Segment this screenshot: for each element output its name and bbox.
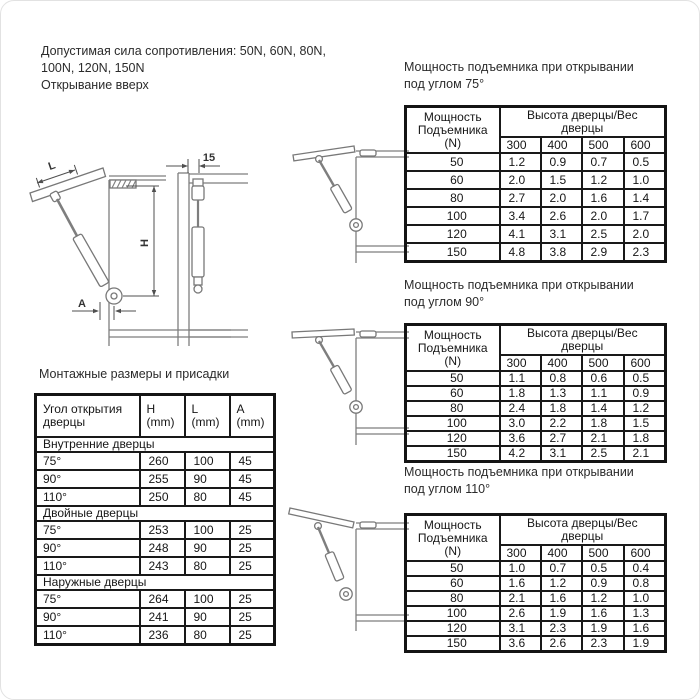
value-cell: 1.2 bbox=[582, 591, 624, 606]
value-cell: 0.8 bbox=[541, 371, 582, 386]
force-header-cell: Мощность Подъемника (N) bbox=[406, 107, 500, 154]
value-cell: 2.0 bbox=[582, 207, 624, 225]
table-row bbox=[36, 452, 275, 470]
force-header-cell: Мощность Подъемника (N) bbox=[406, 515, 500, 562]
angle-cell: 90° bbox=[36, 539, 140, 557]
value-cell: 1.2 bbox=[541, 576, 582, 591]
a-cell: 25 bbox=[230, 557, 275, 575]
value-cell: 2.0 bbox=[541, 189, 582, 207]
dimension-A-label: A bbox=[78, 298, 86, 310]
value-cell: 2.1 bbox=[582, 431, 624, 446]
force-cell: 150 bbox=[406, 636, 500, 652]
table-row bbox=[406, 416, 666, 431]
value-cell: 1.1 bbox=[582, 386, 624, 401]
table-row bbox=[406, 207, 666, 225]
value-cell: 2.0 bbox=[500, 171, 541, 189]
h-cell: 250 bbox=[140, 488, 185, 506]
gas-strut bbox=[316, 156, 363, 232]
angle-header-cell: Угол открытия дверцы bbox=[36, 395, 140, 438]
force-cell: 100 bbox=[406, 207, 500, 225]
value-cell: 1.8 bbox=[582, 416, 624, 431]
force-cell: 120 bbox=[406, 621, 500, 636]
value-cell: 0.5 bbox=[624, 153, 666, 171]
height-cell: 600 bbox=[624, 545, 666, 561]
height-cell: 300 bbox=[500, 137, 541, 153]
angle-cell: 90° bbox=[36, 470, 140, 488]
angle-cell: 75° bbox=[36, 452, 140, 470]
force-cell: 100 bbox=[406, 606, 500, 621]
force-cell: 60 bbox=[406, 171, 500, 189]
a-header-cell: A (mm) bbox=[230, 395, 275, 438]
value-cell: 0.6 bbox=[582, 371, 624, 386]
table-row bbox=[406, 621, 666, 636]
height-cell: 600 bbox=[624, 137, 666, 153]
angle-cell: 90° bbox=[36, 608, 140, 626]
dimension-15-label: 15 bbox=[202, 152, 216, 164]
value-cell: 2.0 bbox=[624, 225, 666, 243]
power-table-75 bbox=[404, 105, 667, 263]
h-cell: 253 bbox=[140, 521, 185, 539]
value-cell: 1.6 bbox=[582, 189, 624, 207]
value-cell: 0.9 bbox=[624, 386, 666, 401]
value-cell: 2.5 bbox=[582, 225, 624, 243]
table-row bbox=[406, 591, 666, 606]
gas-strut bbox=[315, 523, 353, 601]
value-cell: 2.3 bbox=[582, 636, 624, 652]
table-row bbox=[406, 401, 666, 416]
table-row bbox=[406, 371, 666, 386]
table-row bbox=[36, 608, 275, 626]
value-cell: 0.5 bbox=[582, 561, 624, 576]
table-row bbox=[406, 561, 666, 576]
l-cell: 100 bbox=[185, 452, 230, 470]
value-cell: 0.4 bbox=[624, 561, 666, 576]
gas-strut bbox=[50, 191, 122, 304]
value-cell: 1.0 bbox=[500, 561, 541, 576]
force-cell: 50 bbox=[406, 153, 500, 171]
value-cell: 0.7 bbox=[582, 153, 624, 171]
value-cell: 3.1 bbox=[541, 225, 582, 243]
section-name-cell: Внутренние дверцы bbox=[36, 437, 275, 452]
table-row bbox=[406, 431, 666, 446]
value-cell: 3.6 bbox=[500, 636, 541, 652]
power-table-90 bbox=[404, 323, 667, 463]
value-cell: 1.2 bbox=[582, 171, 624, 189]
h-cell: 255 bbox=[140, 470, 185, 488]
value-cell: 2.3 bbox=[624, 243, 666, 262]
height-cell: 500 bbox=[582, 545, 624, 561]
force-cell: 50 bbox=[406, 371, 500, 386]
value-cell: 4.2 bbox=[500, 446, 541, 462]
value-cell: 1.4 bbox=[624, 189, 666, 207]
height-cell: 500 bbox=[582, 137, 624, 153]
value-cell: 1.9 bbox=[541, 606, 582, 621]
angle-cell: 75° bbox=[36, 590, 140, 608]
mounting-table bbox=[34, 393, 276, 646]
power-table-title-90: Мощность подъемника при открывании под углом 90° bbox=[404, 278, 634, 309]
h-header-cell: H (mm) bbox=[140, 395, 185, 438]
value-cell: 1.9 bbox=[624, 636, 666, 652]
l-cell: 80 bbox=[185, 488, 230, 506]
section-row bbox=[36, 506, 275, 521]
force-cell: 60 bbox=[406, 386, 500, 401]
value-cell: 1.2 bbox=[624, 401, 666, 416]
l-cell: 100 bbox=[185, 590, 230, 608]
intro-line: 100N, 120N, 150N bbox=[41, 61, 145, 75]
a-cell: 25 bbox=[230, 521, 275, 539]
height-cell: 500 bbox=[582, 355, 624, 371]
value-cell: 1.0 bbox=[624, 171, 666, 189]
power-table-title-110: Мощность подъемника при открывании под углом 110° bbox=[404, 465, 634, 496]
section-row bbox=[36, 575, 275, 590]
table-row bbox=[406, 386, 666, 401]
force-cell: 120 bbox=[406, 225, 500, 243]
table-row bbox=[406, 171, 666, 189]
force-cell: 120 bbox=[406, 431, 500, 446]
value-cell: 1.5 bbox=[541, 171, 582, 189]
table-row bbox=[406, 153, 666, 171]
section-row bbox=[36, 437, 275, 452]
value-cell: 0.9 bbox=[541, 153, 582, 171]
value-cell: 1.6 bbox=[541, 591, 582, 606]
force-cell: 150 bbox=[406, 446, 500, 462]
l-cell: 80 bbox=[185, 626, 230, 645]
h-cell: 260 bbox=[140, 452, 185, 470]
table-row bbox=[36, 557, 275, 575]
force-cell: 60 bbox=[406, 576, 500, 591]
intro-line: Допустимая сила сопротивления: 50N, 60N, 80N, bbox=[41, 44, 326, 58]
cabinet-front-view bbox=[178, 173, 248, 346]
value-cell: 1.9 bbox=[582, 621, 624, 636]
dimension-H-label: H bbox=[139, 239, 151, 247]
table-row bbox=[406, 189, 666, 207]
table-row bbox=[36, 539, 275, 557]
value-cell: 0.9 bbox=[582, 576, 624, 591]
a-cell: 45 bbox=[230, 452, 275, 470]
force-cell: 100 bbox=[406, 416, 500, 431]
h-cell: 264 bbox=[140, 590, 185, 608]
intro-line: Открывание вверх bbox=[41, 78, 149, 92]
a-cell: 25 bbox=[230, 626, 275, 645]
value-cell: 1.2 bbox=[500, 153, 541, 171]
table-row bbox=[36, 470, 275, 488]
value-cell: 2.7 bbox=[500, 189, 541, 207]
value-cell: 2.6 bbox=[541, 207, 582, 225]
height-cell: 400 bbox=[541, 355, 582, 371]
value-cell: 1.1 bbox=[500, 371, 541, 386]
force-cell: 150 bbox=[406, 243, 500, 262]
strut-cylinder-front bbox=[192, 227, 204, 277]
value-cell: 1.3 bbox=[541, 386, 582, 401]
dimension-L-label: L bbox=[46, 159, 58, 173]
value-cell: 1.3 bbox=[624, 606, 666, 621]
h-cell: 243 bbox=[140, 557, 185, 575]
value-cell: 2.1 bbox=[500, 591, 541, 606]
value-cell: 1.8 bbox=[541, 401, 582, 416]
height-weight-header-cell: Высота дверцы/Вес дверцы bbox=[500, 515, 666, 546]
section-name-cell: Наружные дверцы bbox=[36, 575, 275, 590]
value-cell: 3.6 bbox=[500, 431, 541, 446]
dimension-H bbox=[123, 186, 159, 296]
value-cell: 0.7 bbox=[541, 561, 582, 576]
table-row bbox=[406, 225, 666, 243]
door bbox=[293, 146, 355, 161]
value-cell: 3.8 bbox=[541, 243, 582, 262]
door-angle-diagram-110 bbox=[286, 495, 411, 640]
value-cell: 2.2 bbox=[541, 416, 582, 431]
angle-cell: 75° bbox=[36, 521, 140, 539]
value-cell: 1.6 bbox=[500, 576, 541, 591]
value-cell: 4.8 bbox=[500, 243, 541, 262]
table-row bbox=[36, 488, 275, 506]
value-cell: 0.5 bbox=[624, 371, 666, 386]
value-cell: 1.6 bbox=[582, 606, 624, 621]
gas-strut bbox=[316, 337, 363, 414]
height-cell: 300 bbox=[500, 355, 541, 371]
angle-cell: 110° bbox=[36, 557, 140, 575]
table-row bbox=[406, 636, 666, 652]
value-cell: 3.0 bbox=[500, 416, 541, 431]
table-row bbox=[36, 590, 275, 608]
height-cell: 400 bbox=[541, 545, 582, 561]
value-cell: 2.9 bbox=[582, 243, 624, 262]
value-cell: 0.8 bbox=[624, 576, 666, 591]
table-row bbox=[406, 606, 666, 621]
value-cell: 2.6 bbox=[500, 606, 541, 621]
power-table-title-75: Мощность подъемника при открывании под углом 75° bbox=[404, 60, 634, 91]
l-cell: 100 bbox=[185, 521, 230, 539]
force-cell: 80 bbox=[406, 401, 500, 416]
height-weight-header-cell: Высота дверцы/Вес дверцы bbox=[500, 325, 666, 356]
value-cell: 3.4 bbox=[500, 207, 541, 225]
angle-cell: 110° bbox=[36, 626, 140, 645]
value-cell: 1.5 bbox=[624, 416, 666, 431]
table-row bbox=[406, 446, 666, 462]
h-cell: 248 bbox=[140, 539, 185, 557]
l-header-cell: L (mm) bbox=[185, 395, 230, 438]
door bbox=[292, 329, 354, 338]
value-cell: 1.6 bbox=[624, 621, 666, 636]
a-cell: 45 bbox=[230, 488, 275, 506]
door-angle-diagram-90 bbox=[286, 311, 411, 451]
force-cell: 80 bbox=[406, 189, 500, 207]
l-cell: 90 bbox=[185, 539, 230, 557]
mounting-section-title: Монтажные размеры и присадки bbox=[39, 367, 230, 381]
h-cell: 241 bbox=[140, 608, 185, 626]
value-cell: 2.6 bbox=[541, 636, 582, 652]
l-cell: 90 bbox=[185, 608, 230, 626]
table-header-row bbox=[36, 395, 275, 438]
force-header-cell: Мощность Подъемника (N) bbox=[406, 325, 500, 372]
a-cell: 25 bbox=[230, 590, 275, 608]
value-cell: 1.0 bbox=[624, 591, 666, 606]
value-cell: 1.7 bbox=[624, 207, 666, 225]
section-name-cell: Двойные дверцы bbox=[36, 506, 275, 521]
value-cell: 2.5 bbox=[582, 446, 624, 462]
a-cell: 45 bbox=[230, 470, 275, 488]
l-cell: 80 bbox=[185, 557, 230, 575]
table-header-row bbox=[406, 515, 666, 546]
table-header-row bbox=[406, 107, 666, 138]
table-row bbox=[406, 243, 666, 262]
value-cell: 3.1 bbox=[500, 621, 541, 636]
a-cell: 25 bbox=[230, 608, 275, 626]
angle-cell: 110° bbox=[36, 488, 140, 506]
allowed-force-note bbox=[41, 43, 411, 94]
value-cell: 3.1 bbox=[541, 446, 582, 462]
power-table-110 bbox=[404, 513, 667, 653]
main-technical-drawing bbox=[26, 133, 261, 355]
value-cell: 4.1 bbox=[500, 225, 541, 243]
height-cell: 600 bbox=[624, 355, 666, 371]
table-row bbox=[36, 521, 275, 539]
l-cell: 90 bbox=[185, 470, 230, 488]
height-cell: 400 bbox=[541, 137, 582, 153]
dimension-A bbox=[72, 298, 136, 320]
door bbox=[30, 168, 106, 202]
force-cell: 50 bbox=[406, 561, 500, 576]
value-cell: 1.8 bbox=[624, 431, 666, 446]
table-row bbox=[36, 626, 275, 645]
value-cell: 2.1 bbox=[624, 446, 666, 462]
a-cell: 25 bbox=[230, 539, 275, 557]
value-cell: 1.4 bbox=[582, 401, 624, 416]
height-cell: 300 bbox=[500, 545, 541, 561]
value-cell: 2.3 bbox=[541, 621, 582, 636]
force-cell: 80 bbox=[406, 591, 500, 606]
value-cell: 2.7 bbox=[541, 431, 582, 446]
table-header-row bbox=[406, 325, 666, 356]
door-angle-diagram-75 bbox=[286, 129, 411, 269]
value-cell: 2.4 bbox=[500, 401, 541, 416]
value-cell: 1.8 bbox=[500, 386, 541, 401]
h-cell: 236 bbox=[140, 626, 185, 645]
height-weight-header-cell: Высота дверцы/Вес дверцы bbox=[500, 107, 666, 138]
cabinet-side-view bbox=[109, 176, 231, 346]
dimension-15 bbox=[166, 152, 220, 173]
table-row bbox=[406, 576, 666, 591]
